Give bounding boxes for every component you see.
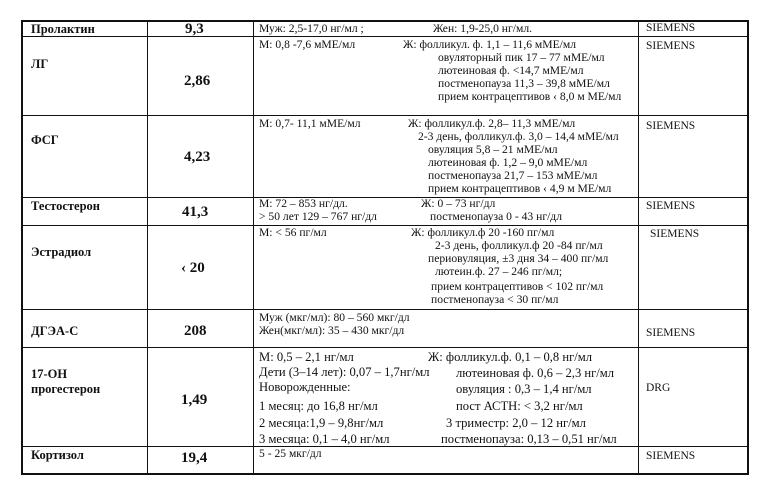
- column-divider: [253, 22, 254, 473]
- hormone-name: 17-ОН: [31, 367, 68, 381]
- reference-male: > 50 лет 129 – 767 нг/дл: [259, 210, 377, 223]
- result-value: 2,86: [184, 73, 211, 89]
- row-divider: [23, 309, 747, 310]
- reference-female: Ж: фолликул.ф. 0,1 – 0,8 нг/мл: [428, 350, 592, 364]
- manufacturer: SIEMENS: [646, 40, 696, 52]
- reference-female: постменопауза < 30 пг/мл: [431, 293, 559, 306]
- result-value: ‹ 20: [181, 260, 205, 276]
- reference-male: Новорожденные:: [259, 380, 351, 394]
- reference-female: прием контрацептивов < 102 пг/мл: [431, 280, 604, 293]
- reference-male: М: 0,8 -7,6 мМЕ/мл: [259, 38, 356, 51]
- hormone-name-line2: прогестерон: [31, 382, 101, 396]
- reference-male: 1 месяц: до 16,8 нг/мл: [259, 399, 378, 413]
- reference-female: овуляторный пик 17 – 77 мМЕ/мл: [438, 51, 605, 64]
- row-divider: [23, 115, 747, 116]
- reference-female: лютеиновая ф. <14,7 мМЕ/мл: [438, 64, 584, 77]
- reference-male: М: 0,5 – 2,1 нг/мл: [259, 350, 354, 364]
- reference-male: М: 72 – 853 нг/дл.: [259, 197, 348, 210]
- row-divider: [23, 197, 747, 198]
- reference-female: периовуляция, ±3 дня 34 – 400 пг/мл: [428, 252, 609, 265]
- manufacturer: SIEMENS: [646, 327, 696, 339]
- reference-male: 2 месяца:1,9 – 9,8нг/мл: [259, 416, 384, 430]
- hormone-name: Тестостерон: [31, 199, 100, 213]
- reference-female: овуляция : 0,3 – 1,4 нг/мл: [456, 382, 592, 396]
- hormone-name: ДГЭА-С: [31, 324, 79, 338]
- result-value: 4,23: [184, 149, 211, 165]
- reference-female: лютеиновая ф. 1,2 – 9,0 мМЕ/мл: [428, 156, 588, 169]
- hormone-name: ЛГ: [31, 57, 49, 71]
- reference-female: лютеин.ф. 27 – 246 пг/мл;: [435, 265, 563, 278]
- reference-male: Дети (3–14 лет): 0,07 – 1,7нг/мл: [259, 365, 430, 379]
- column-divider: [638, 22, 639, 473]
- row-divider: [23, 347, 747, 348]
- reference-female: лютеиновая ф. 0,6 – 2,3 нг/мл: [456, 366, 615, 380]
- hormone-name: Пролактин: [31, 22, 95, 36]
- reference-female: постменопауза 11,3 – 39,8 мМЕ/мл: [438, 77, 610, 90]
- result-value: 208: [184, 323, 207, 339]
- reference-male: Муж (мкг/мл): 80 – 560 мкг/дл: [259, 311, 410, 324]
- hormone-name: Эстрадиол: [31, 245, 92, 259]
- manufacturer: SIEMENS: [646, 22, 696, 34]
- manufacturer: SIEMENS: [646, 200, 696, 212]
- reference-female: 2-3 день, фолликул.ф. 3,0 – 14,4 мМЕ/мл: [418, 130, 619, 143]
- reference-male: Жен(мкг/мл): 35 – 430 мкг/дл: [259, 324, 405, 337]
- reference-male: М: 0,7- 11,1 мМЕ/мл: [259, 117, 361, 130]
- reference-male: М: < 56 пг/мл: [259, 226, 327, 239]
- result-value: 9,3: [185, 21, 204, 37]
- reference-female: постменопауза: 0,13 – 0,51 нг/мл: [441, 432, 617, 446]
- reference-male: 3 месяца: 0,1 – 4,0 нг/мл: [259, 432, 390, 446]
- reference-male: 5 - 25 мкг/дл: [259, 447, 322, 460]
- reference-female: постменопауза 21,7 – 153 мМЕ/мл: [428, 169, 598, 182]
- result-value: 41,3: [182, 204, 209, 220]
- reference-female: Ж: 0 – 73 нг/дл: [421, 197, 496, 210]
- manufacturer: SIEMENS: [650, 228, 700, 240]
- row-divider: [23, 225, 747, 226]
- reference-female: 2-3 день, фолликул.ф 20 -84 пг/мл: [435, 239, 603, 252]
- manufacturer: SIEMENS: [646, 450, 696, 462]
- column-divider: [147, 22, 148, 473]
- reference-female: Жен: 1,9-25,0 нг/мл.: [433, 22, 533, 35]
- manufacturer: SIEMENS: [646, 120, 696, 132]
- reference-female: Ж: фолликул.ф. 2,8– 11,3 мМЕ/мл: [408, 117, 576, 130]
- reference-female: 3 триместр: 2,0 – 12 нг/мл: [446, 416, 586, 430]
- reference-female: прием контрацептивов ‹ 8,0 м МЕ/мл: [438, 90, 622, 103]
- hormone-table: [21, 20, 749, 475]
- result-value: 1,49: [181, 392, 208, 408]
- reference-male: Муж: 2,5-17,0 нг/мл ;: [259, 22, 364, 35]
- reference-female: Ж: фолликул. ф. 1,1 – 11,6 мМЕ/мл: [403, 38, 576, 51]
- hormone-name: Кортизол: [31, 448, 84, 462]
- manufacturer: DRG: [646, 382, 671, 394]
- reference-female: Ж: фолликул.ф 20 -160 пг/мл: [411, 226, 555, 239]
- reference-female: пост АСТН: < 3,2 нг/мл: [456, 399, 583, 413]
- reference-female: постменопауза 0 - 43 нг/дл: [430, 210, 562, 223]
- reference-female: прием контрацептивов ‹ 4,9 м МЕ/мл: [428, 182, 612, 195]
- reference-female: овуляция 5,8 – 21 мМЕ/мл: [428, 143, 558, 156]
- result-value: 19,4: [181, 450, 208, 466]
- hormone-name: ФСГ: [31, 133, 59, 147]
- row-divider: [23, 36, 747, 37]
